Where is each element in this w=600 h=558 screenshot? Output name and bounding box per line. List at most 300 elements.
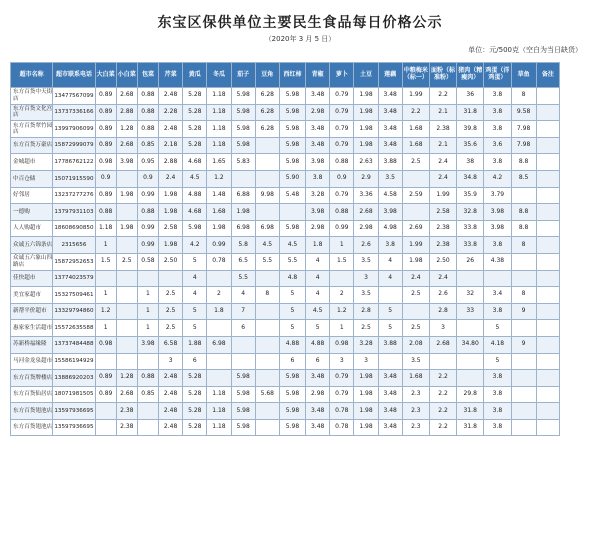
phone-cell: 13774023579: [53, 270, 95, 287]
price-cell: [330, 270, 354, 287]
price-cell: 4.88: [279, 336, 305, 353]
price-cell: 1.8: [306, 237, 330, 254]
price-cell: 2.48: [159, 403, 183, 420]
store-name-cell: 中百仓储: [11, 170, 53, 187]
price-cell: 38: [457, 154, 484, 171]
price-cell: 3.8: [484, 370, 511, 387]
price-cell: 5: [183, 253, 207, 270]
price-cell: 2.5: [159, 303, 183, 320]
price-cell: 3.8: [484, 121, 511, 138]
price-cell: 1.68: [402, 370, 429, 387]
price-cell: 2.5: [354, 320, 378, 337]
price-cell: 4: [306, 287, 330, 304]
price-cell: 8.8: [511, 220, 536, 237]
price-cell: 5.98: [231, 419, 255, 436]
price-cell: 2.2: [429, 88, 456, 105]
price-cell: 2.6: [429, 287, 456, 304]
price-cell: 0.99: [330, 220, 354, 237]
price-cell: 1.18: [207, 88, 231, 105]
note-cell: [536, 386, 559, 403]
note-cell: [536, 353, 559, 370]
price-cell: 36: [457, 88, 484, 105]
price-cell: 1.98: [159, 204, 183, 221]
price-cell: 5.98: [279, 370, 305, 387]
price-cell: 0.78: [207, 253, 231, 270]
price-cell: 1.88: [183, 336, 207, 353]
note-cell: [536, 253, 559, 270]
price-cell: 2.2: [429, 386, 456, 403]
price-cell: [255, 270, 279, 287]
price-cell: 1: [137, 320, 158, 337]
price-cell: 2.48: [159, 88, 183, 105]
column-header: 西红柿: [279, 63, 305, 88]
phone-cell: 13997906099: [53, 121, 95, 138]
price-cell: 5.98: [231, 121, 255, 138]
note-cell: [536, 137, 559, 154]
price-cell: 2.4: [402, 270, 429, 287]
price-cell: 5: [279, 320, 305, 337]
price-cell: 4: [378, 270, 402, 287]
price-cell: [511, 320, 536, 337]
table-row: [11, 419, 560, 436]
column-header: 豆角: [255, 63, 279, 88]
price-cell: 2.5: [402, 287, 429, 304]
price-cell: 0.88: [95, 204, 116, 221]
table-row: [11, 303, 560, 320]
price-cell: [95, 270, 116, 287]
price-cell: 34.8: [457, 170, 484, 187]
column-header: 大白菜: [95, 63, 116, 88]
price-cell: [402, 204, 429, 221]
note-cell: [536, 370, 559, 387]
column-header: 芹菜: [159, 63, 183, 88]
price-cell: [255, 370, 279, 387]
phone-cell: 17786762122: [53, 154, 95, 171]
price-cell: 4: [231, 287, 255, 304]
price-cell: 1.68: [207, 204, 231, 221]
table-row: [11, 336, 560, 353]
price-cell: 35.6: [457, 137, 484, 154]
phone-cell: 2315656: [53, 237, 95, 254]
price-cell: 4.2: [183, 237, 207, 254]
price-cell: [457, 320, 484, 337]
price-cell: 3.48: [378, 386, 402, 403]
table-row: [11, 88, 560, 105]
price-cell: 3: [159, 353, 183, 370]
price-cell: 3.28: [354, 336, 378, 353]
price-cell: [255, 320, 279, 337]
price-cell: 1.98: [354, 386, 378, 403]
table-header-row: [11, 63, 560, 88]
table-row: [11, 320, 560, 337]
price-cell: 0.89: [95, 104, 116, 121]
phone-cell: 13737484488: [53, 336, 95, 353]
table-row: [11, 353, 560, 370]
column-header: 面粉（标准粉）: [429, 63, 456, 88]
price-cell: [116, 336, 137, 353]
price-cell: 3.48: [306, 88, 330, 105]
price-cell: 2.98: [354, 220, 378, 237]
price-cell: 2.8: [354, 303, 378, 320]
note-cell: [536, 237, 559, 254]
price-cell: 1.98: [354, 137, 378, 154]
price-cell: 1.68: [402, 137, 429, 154]
price-cell: 1.2: [95, 303, 116, 320]
price-cell: 5.28: [183, 137, 207, 154]
price-cell: 1: [137, 303, 158, 320]
price-cell: [95, 353, 116, 370]
price-cell: 1.48: [207, 187, 231, 204]
store-name-cell: 马河金龙泉超市: [11, 353, 53, 370]
price-cell: [255, 204, 279, 221]
price-cell: 1: [137, 287, 158, 304]
price-cell: 1.18: [207, 137, 231, 154]
price-cell: 5: [183, 303, 207, 320]
phone-cell: 15586194929: [53, 353, 95, 370]
column-header: 小白菜: [116, 63, 137, 88]
price-cell: 5.28: [183, 403, 207, 420]
price-cell: 8: [511, 88, 536, 105]
price-cell: 2.58: [159, 220, 183, 237]
page-title: 东宝区保供单位主要民生食品每日价格公示: [157, 15, 443, 31]
price-cell: 1.5: [95, 253, 116, 270]
price-cell: 0.88: [137, 104, 158, 121]
store-name-cell: 东方百货翅池店: [11, 403, 53, 420]
price-cell: 0.98: [330, 336, 354, 353]
price-cell: 3.98: [484, 220, 511, 237]
table-row: [11, 253, 560, 270]
price-cell: 2.68: [116, 386, 137, 403]
table-row: [11, 237, 560, 254]
price-cell: 5.98: [279, 104, 305, 121]
price-cell: 1.18: [207, 104, 231, 121]
table-row: [11, 370, 560, 387]
price-cell: [511, 253, 536, 270]
price-cell: 1.28: [116, 121, 137, 138]
price-cell: 6: [231, 320, 255, 337]
price-cell: 6.98: [207, 336, 231, 353]
price-cell: [402, 303, 429, 320]
price-cell: 2: [330, 287, 354, 304]
price-cell: 1.98: [354, 121, 378, 138]
price-cell: 1.98: [354, 419, 378, 436]
price-cell: [116, 270, 137, 287]
price-cell: 33.8: [457, 220, 484, 237]
price-cell: 2.4: [159, 170, 183, 187]
price-cell: 6: [306, 353, 330, 370]
phone-cell: 13886920203: [53, 370, 95, 387]
price-cell: 0.89: [95, 121, 116, 138]
price-cell: 1.68: [402, 121, 429, 138]
price-cell: 2.5: [159, 287, 183, 304]
price-cell: 5.98: [231, 403, 255, 420]
note-cell: [536, 88, 559, 105]
phone-cell: 15071915590: [53, 170, 95, 187]
price-cell: 3.98: [116, 154, 137, 171]
price-cell: 2.98: [306, 220, 330, 237]
price-cell: 3.48: [306, 419, 330, 436]
phone-cell: 13237277276: [53, 187, 95, 204]
price-cell: 5.28: [183, 104, 207, 121]
price-cell: 1.99: [402, 88, 429, 105]
price-cell: 0.88: [137, 88, 158, 105]
table-row: [11, 121, 560, 138]
price-cell: 3.48: [378, 88, 402, 105]
price-cell: 2.5: [402, 154, 429, 171]
price-cell: 31.8: [457, 419, 484, 436]
price-cell: 3.8: [484, 419, 511, 436]
price-cell: 2.88: [116, 104, 137, 121]
price-cell: 3: [354, 270, 378, 287]
price-cell: 1.18: [207, 403, 231, 420]
price-cell: 0.9: [137, 170, 158, 187]
price-cell: 3.48: [306, 137, 330, 154]
price-cell: 4: [183, 287, 207, 304]
price-cell: 0.9: [330, 170, 354, 187]
price-cell: [95, 403, 116, 420]
price-cell: [429, 353, 456, 370]
price-cell: 1.2: [207, 170, 231, 187]
store-name-cell: 苏新桥福缘隆: [11, 336, 53, 353]
price-cell: 29.8: [457, 386, 484, 403]
price-cell: 2: [207, 287, 231, 304]
price-cell: 3.48: [306, 121, 330, 138]
phone-cell: 13329794860: [53, 303, 95, 320]
price-cell: [457, 353, 484, 370]
note-cell: [536, 336, 559, 353]
price-cell: [137, 403, 158, 420]
price-cell: 0.88: [330, 154, 354, 171]
price-cell: 33.8: [457, 237, 484, 254]
store-name-cell: 东方百货牌楼店: [11, 370, 53, 387]
price-cell: 3.98: [137, 336, 158, 353]
price-cell: 3.48: [378, 370, 402, 387]
price-cell: 4: [306, 270, 330, 287]
column-header: 鸡蛋（洋鸡蛋）: [484, 63, 511, 88]
price-cell: [231, 336, 255, 353]
price-cell: 8.8: [511, 204, 536, 221]
price-cell: 1: [95, 237, 116, 254]
price-cell: 5.98: [231, 386, 255, 403]
price-cell: 1: [330, 237, 354, 254]
table-row: [11, 204, 560, 221]
price-cell: 2.28: [159, 104, 183, 121]
price-cell: 2.48: [159, 370, 183, 387]
column-header: 黄瓜: [183, 63, 207, 88]
phone-cell: 13737336166: [53, 104, 95, 121]
note-cell: [536, 187, 559, 204]
price-cell: 3.8: [484, 386, 511, 403]
price-cell: 0.99: [137, 237, 158, 254]
price-cell: 0.88: [330, 204, 354, 221]
column-header: 青椒: [306, 63, 330, 88]
price-cell: 3.98: [484, 204, 511, 221]
price-cell: [279, 204, 305, 221]
price-cell: 3.48: [378, 403, 402, 420]
price-cell: 2.5: [116, 253, 137, 270]
price-cell: 2.50: [429, 253, 456, 270]
price-cell: 2.48: [159, 386, 183, 403]
price-cell: 1.98: [231, 204, 255, 221]
price-cell: 0.79: [330, 187, 354, 204]
price-cell: 2.50: [159, 253, 183, 270]
price-cell: 3.8: [484, 104, 511, 121]
price-cell: 5: [279, 303, 305, 320]
table-row: [11, 170, 560, 187]
price-cell: 9: [511, 336, 536, 353]
price-cell: 35.9: [457, 187, 484, 204]
price-cell: [511, 403, 536, 420]
price-cell: 0.88: [137, 121, 158, 138]
price-cell: 0.99: [137, 220, 158, 237]
price-cell: 4.8: [279, 270, 305, 287]
price-cell: 0.79: [330, 370, 354, 387]
price-cell: 2.4: [429, 154, 456, 171]
price-cell: 5.98: [183, 220, 207, 237]
price-cell: 4.5: [255, 237, 279, 254]
price-cell: [207, 270, 231, 287]
table-row: [11, 104, 560, 121]
phone-cell: 18608690850: [53, 220, 95, 237]
price-cell: 0.89: [95, 187, 116, 204]
price-cell: 5.98: [231, 88, 255, 105]
price-cell: 0.79: [330, 386, 354, 403]
price-cell: 2.68: [354, 204, 378, 221]
price-cell: [116, 353, 137, 370]
price-cell: 2.38: [429, 220, 456, 237]
price-cell: 5.98: [279, 88, 305, 105]
price-cell: 39.8: [457, 121, 484, 138]
price-cell: 2.3: [402, 419, 429, 436]
price-cell: [255, 154, 279, 171]
store-name-cell: 东方百货仙居店: [11, 386, 53, 403]
price-cell: [95, 419, 116, 436]
price-cell: 1.28: [116, 370, 137, 387]
price-cell: 5.48: [279, 187, 305, 204]
note-cell: [536, 170, 559, 187]
note-cell: [536, 287, 559, 304]
price-cell: 2.68: [116, 137, 137, 154]
price-cell: 5.98: [279, 137, 305, 154]
phone-cell: 13597936695: [53, 419, 95, 436]
phone-cell: 15872999079: [53, 137, 95, 154]
price-cell: 4.18: [484, 336, 511, 353]
price-cell: 5: [306, 320, 330, 337]
price-cell: 1.98: [207, 220, 231, 237]
price-cell: [159, 270, 183, 287]
price-cell: 5.8: [231, 237, 255, 254]
price-cell: [231, 170, 255, 187]
column-header: 超市名称: [11, 63, 53, 88]
price-cell: 2.2: [402, 104, 429, 121]
price-cell: 5.5: [231, 270, 255, 287]
note-cell: [536, 220, 559, 237]
price-cell: 1: [95, 320, 116, 337]
price-cell: 4.88: [306, 336, 330, 353]
price-cell: [255, 419, 279, 436]
price-cell: 0.89: [95, 370, 116, 387]
price-cell: 4.98: [378, 220, 402, 237]
price-cell: 0.95: [137, 154, 158, 171]
price-cell: 0.9: [95, 170, 116, 187]
store-name-cell: 佳快超市: [11, 270, 53, 287]
price-cell: 3.48: [378, 137, 402, 154]
price-cell: [207, 370, 231, 387]
price-cell: 3.48: [378, 121, 402, 138]
price-cell: [255, 353, 279, 370]
price-cell: 3.8: [484, 237, 511, 254]
price-cell: [255, 170, 279, 187]
price-cell: 0.88: [137, 370, 158, 387]
price-cell: 3.98: [378, 204, 402, 221]
price-cell: 2.5: [159, 320, 183, 337]
price-cell: 0.98: [95, 336, 116, 353]
price-cell: [511, 187, 536, 204]
price-cell: 3.88: [378, 154, 402, 171]
price-cell: 3.5: [402, 353, 429, 370]
price-cell: 4.5: [183, 170, 207, 187]
price-cell: 3.8: [484, 88, 511, 105]
price-cell: 0.78: [330, 403, 354, 420]
price-cell: 2.2: [429, 403, 456, 420]
store-name-cell: 人人购超市: [11, 220, 53, 237]
price-cell: 0.79: [330, 137, 354, 154]
price-cell: 5.98: [279, 121, 305, 138]
column-header: 包菜: [137, 63, 158, 88]
price-cell: 1: [95, 287, 116, 304]
price-cell: 1.18: [207, 121, 231, 138]
price-cell: 6: [279, 353, 305, 370]
price-cell: 4.38: [484, 253, 511, 270]
phone-cell: 13797931103: [53, 204, 95, 221]
price-cell: 2.38: [116, 419, 137, 436]
price-cell: 2.59: [402, 187, 429, 204]
price-cell: 1.99: [402, 237, 429, 254]
price-cell: 5.98: [279, 154, 305, 171]
price-cell: 0.79: [330, 104, 354, 121]
price-cell: 0.89: [95, 137, 116, 154]
price-cell: 5.98: [231, 370, 255, 387]
price-cell: [231, 353, 255, 370]
price-cell: 0.99: [137, 187, 158, 204]
price-cell: [116, 237, 137, 254]
price-cell: 5.98: [279, 386, 305, 403]
price-cell: 5.28: [183, 88, 207, 105]
price-cell: 4.68: [183, 154, 207, 171]
price-cell: 9.98: [255, 187, 279, 204]
price-cell: 2.68: [429, 336, 456, 353]
price-cell: 2.48: [159, 121, 183, 138]
price-cell: 1.18: [207, 386, 231, 403]
price-cell: 2.98: [306, 386, 330, 403]
price-cell: 5.5: [255, 253, 279, 270]
column-header: 冬瓜: [207, 63, 231, 88]
price-cell: 6.28: [255, 121, 279, 138]
price-cell: 3.8: [484, 154, 511, 171]
store-name-cell: 东方百货翅池店: [11, 419, 53, 436]
price-cell: 3.48: [378, 104, 402, 121]
price-cell: 34.80: [457, 336, 484, 353]
price-cell: [255, 137, 279, 154]
price-cell: 3: [429, 320, 456, 337]
price-cell: 1.18: [95, 220, 116, 237]
price-cell: [255, 336, 279, 353]
note-cell: [536, 403, 559, 420]
price-cell: 8: [511, 237, 536, 254]
price-cell: 2.9: [354, 170, 378, 187]
price-cell: 1.98: [159, 187, 183, 204]
price-cell: 1.98: [354, 403, 378, 420]
